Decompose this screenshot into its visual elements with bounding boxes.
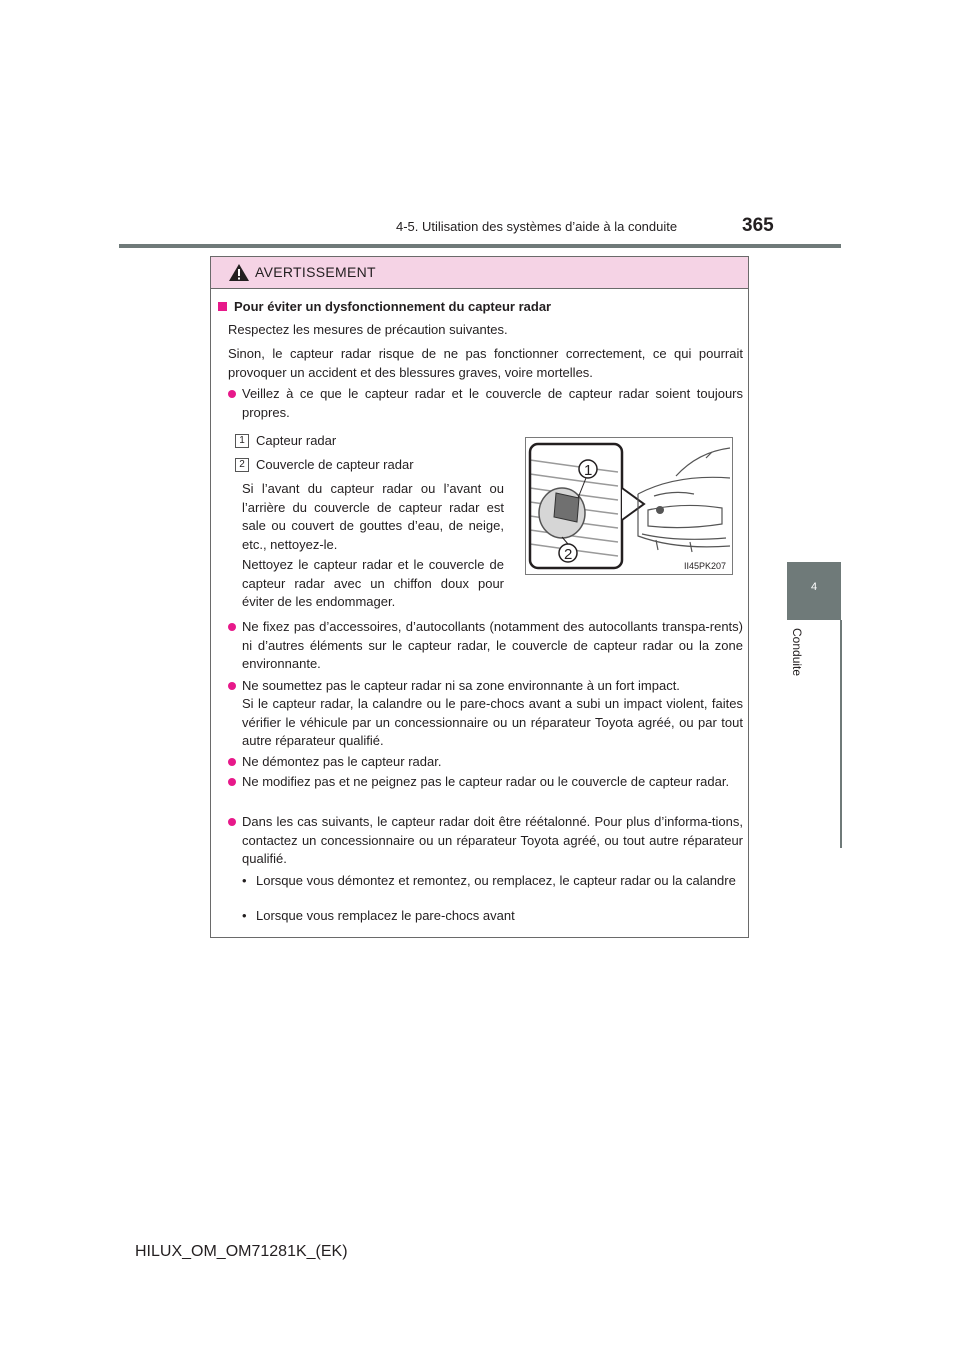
chapter-tab	[787, 562, 841, 620]
sub-item-bumper	[242, 907, 743, 926]
bullet-dot-icon	[228, 758, 236, 766]
warning-triangle-icon	[228, 263, 250, 282]
bullet-text: Ne soumettez pas le capteur radar ni sa zone environnante à un fort impact.	[242, 678, 680, 693]
bullet-recalibrate	[228, 813, 743, 869]
sub-item-text: Lorsque vous remplacez le pare-chocs avant	[256, 908, 515, 923]
bullet-text: Ne démontez pas le capteur radar.	[242, 754, 442, 769]
bullet-keep-clean	[228, 385, 743, 422]
bullet-no-disassembly	[228, 753, 743, 772]
legend-label-2: Couvercle de capteur radar	[256, 457, 414, 472]
intro-consequence: Sinon, le capteur radar risque de ne pas fonctionner correctement, ce qui pourrait provoquer un accident et des blessures graves, voire mortelles.	[228, 346, 743, 380]
chapter-number: 4	[810, 581, 818, 593]
bullet-text: Dans les cas suivants, le capteur radar doit être réétalonné. Pour plus d’informa-tions, contactez un concessionnaire ou un réparateur Toyota agréé, ou tout autre réparateur qualifié.	[242, 814, 743, 866]
bullet-text: Ne fixez pas d’accessoires, d’autocollants (notamment des autocollants transpa-rents) ni d’autres éléments sur le capteur radar, le couvercle de capteur radar ou la zone environnante.	[242, 619, 743, 671]
legend-number-2: 2	[235, 458, 249, 472]
bullet-no-accessories	[228, 618, 743, 674]
radar-sensor-illustration	[526, 438, 732, 574]
bullet-text: Veillez à ce que le capteur radar et le couvercle de capteur radar soient toujours propres.	[242, 386, 743, 420]
section-title-text: Pour éviter un dysfonctionnement du capteur radar	[234, 299, 552, 314]
legend-label-1: Capteur radar	[256, 433, 337, 448]
bullet-dot-icon	[228, 682, 236, 690]
bullet-text: Ne modifiez pas et ne peignez pas le capteur radar ou le couvercle de capteur radar.	[242, 774, 730, 789]
bullet-dot-icon	[228, 818, 236, 826]
bullet-impact-check: Si le capteur radar, la calandre ou le pare-chocs avant a subi un impact violent, faites vérifier le véhicule par un concessionnaire ou un réparateur Toyota agréé, ou par tout autre réparateur qualifié.	[242, 696, 743, 748]
warning-header	[211, 257, 748, 289]
sub-bullet-marker: •	[242, 873, 247, 888]
header-rule	[119, 244, 841, 248]
page-number: 365	[742, 215, 774, 236]
sub-bullet-marker: •	[242, 908, 247, 923]
bullet-no-modify	[228, 773, 743, 792]
warning-box	[210, 256, 749, 938]
callout-number-2: 2	[564, 546, 573, 563]
callout-number-1: 1	[584, 462, 593, 479]
bullet-dot-icon	[228, 390, 236, 398]
vehicle-front	[638, 448, 730, 552]
intro-text: Respectez les mesures de précaution suivantes.	[228, 322, 508, 337]
radar-sensor	[554, 493, 579, 522]
bullet-no-impact	[228, 677, 743, 696]
radar-sensor-figure	[525, 437, 733, 575]
sub-item-grille	[242, 872, 743, 891]
section-title	[218, 299, 551, 314]
footer-document-code: HILUX_OM_OM71281K_(EK)	[135, 1243, 348, 1260]
clean-instructions-1: Si l’avant du capteur radar ou l’avant ou l’arrière du couvercle de capteur radar est sale ou couvert de gouttes d’eau, de neige, etc., nettoyez-le.	[242, 481, 504, 552]
warning-title: AVERTISSEMENT	[255, 264, 376, 280]
bullet-dot-icon	[228, 623, 236, 631]
chapter-label: Conduite	[790, 628, 804, 677]
chapter-tab-line	[840, 620, 842, 848]
header-section-title: 4-5. Utilisation des systèmes d’aide à la conduite	[396, 219, 678, 234]
figure-code: II45PK207	[683, 561, 726, 571]
sensor-spot	[656, 506, 664, 514]
legend-number-1: 1	[235, 434, 249, 448]
clean-instructions-2: Nettoyez le capteur radar et le couvercle de capteur radar avec un chiffon doux pour éviter de les endommager.	[242, 557, 504, 609]
sub-item-text: Lorsque vous démontez et remontez, ou remplacez, le capteur radar ou la calandre	[256, 873, 736, 888]
square-bullet-icon	[218, 302, 227, 311]
bullet-dot-icon	[228, 778, 236, 786]
